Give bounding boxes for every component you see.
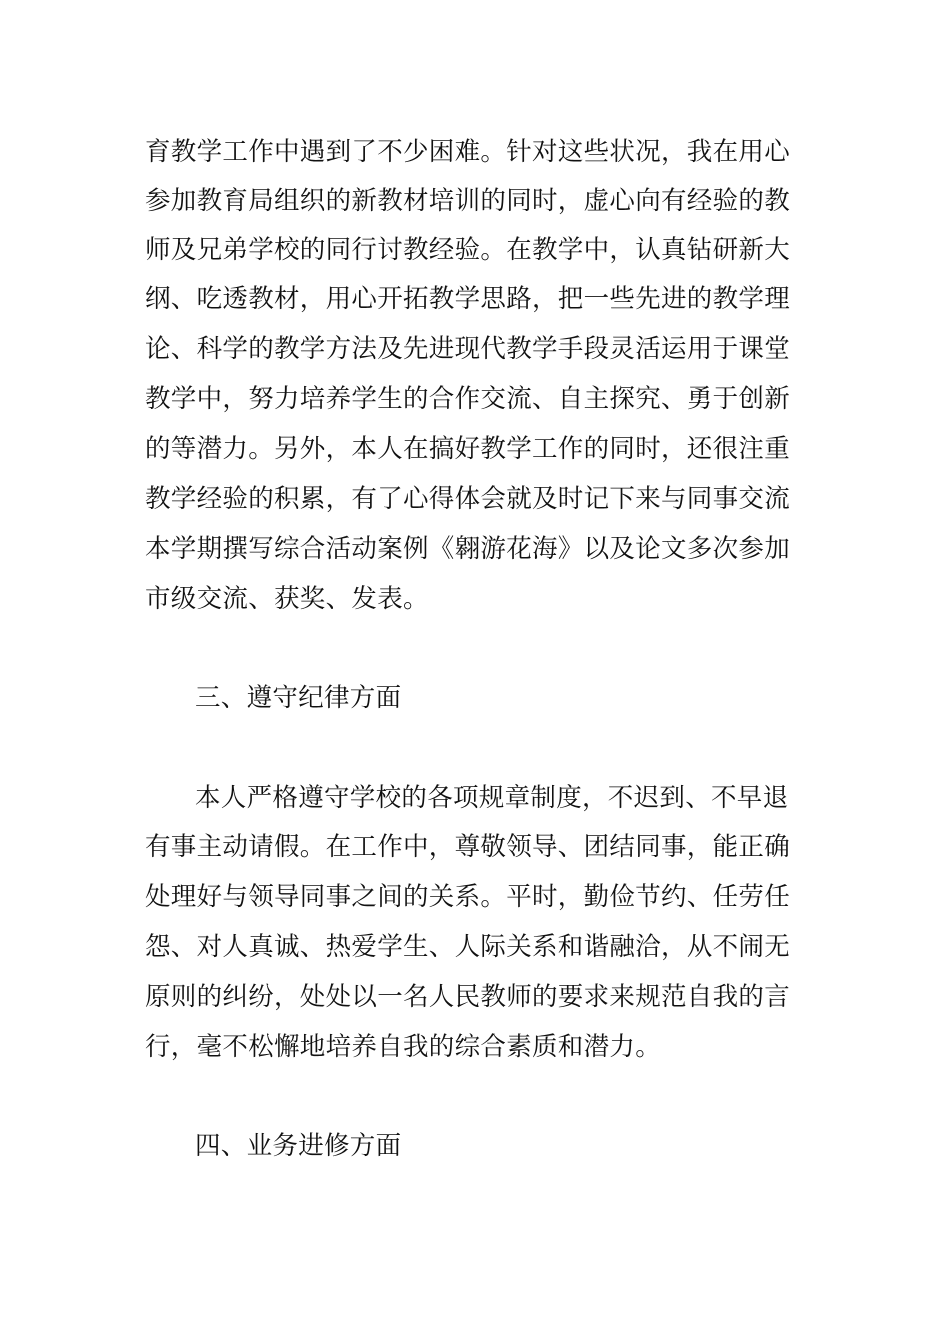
paragraph-line: 教学经验的积累，有了心得体会就及时记下来与同事交流 [145,484,791,514]
paragraph-line: 的等潜力。另外，本人在搞好教学工作的同时，还很注重 [145,434,791,464]
paragraph-line: 有事主动请假。在工作中，尊敬领导、团结同事，能正确 [145,832,791,862]
section-heading: 三、遵守纪律方面 [195,683,402,713]
section-heading: 四、业务进修方面 [195,1131,402,1161]
paragraph-line: 本学期撰写综合活动案例《翱游花海》以及论文多次参加 [145,534,791,564]
paragraph-line: 教学中，努力培养学生的合作交流、自主探究、勇于创新 [145,384,791,414]
paragraph-line: 纲、吃透教材，用心开拓教学思路，把一些先进的教学理 [145,284,791,314]
paragraph-line: 原则的纠纷，处处以一名人民教师的要求来规范自我的言 [145,982,791,1012]
paragraph-line: 育教学工作中遇到了不少困难。针对这些状况，我在用心 [145,137,791,167]
paragraph-line: 怨、对人真诚、热爱学生、人际关系和谐融洽，从不闹无 [145,932,791,962]
paragraph-line: 处理好与领导同事之间的关系。平时，勤俭节约、任劳任 [145,882,791,912]
paragraph-line: 行，毫不松懈地培养自我的综合素质和潜力。 [145,1032,662,1062]
paragraph-line: 师及兄弟学校的同行讨教经验。在教学中，认真钻研新大 [145,235,791,265]
paragraph-line: 参加教育局组织的新教材培训的同时，虚心向有经验的教 [145,186,791,216]
paragraph-line: 论、科学的教学方法及先进现代教学手段灵活运用于课堂 [145,334,791,364]
paragraph-line: 市级交流、获奖、发表。 [145,584,429,614]
paragraph-line: 本人严格遵守学校的各项规章制度，不迟到、不早退 [195,783,789,813]
